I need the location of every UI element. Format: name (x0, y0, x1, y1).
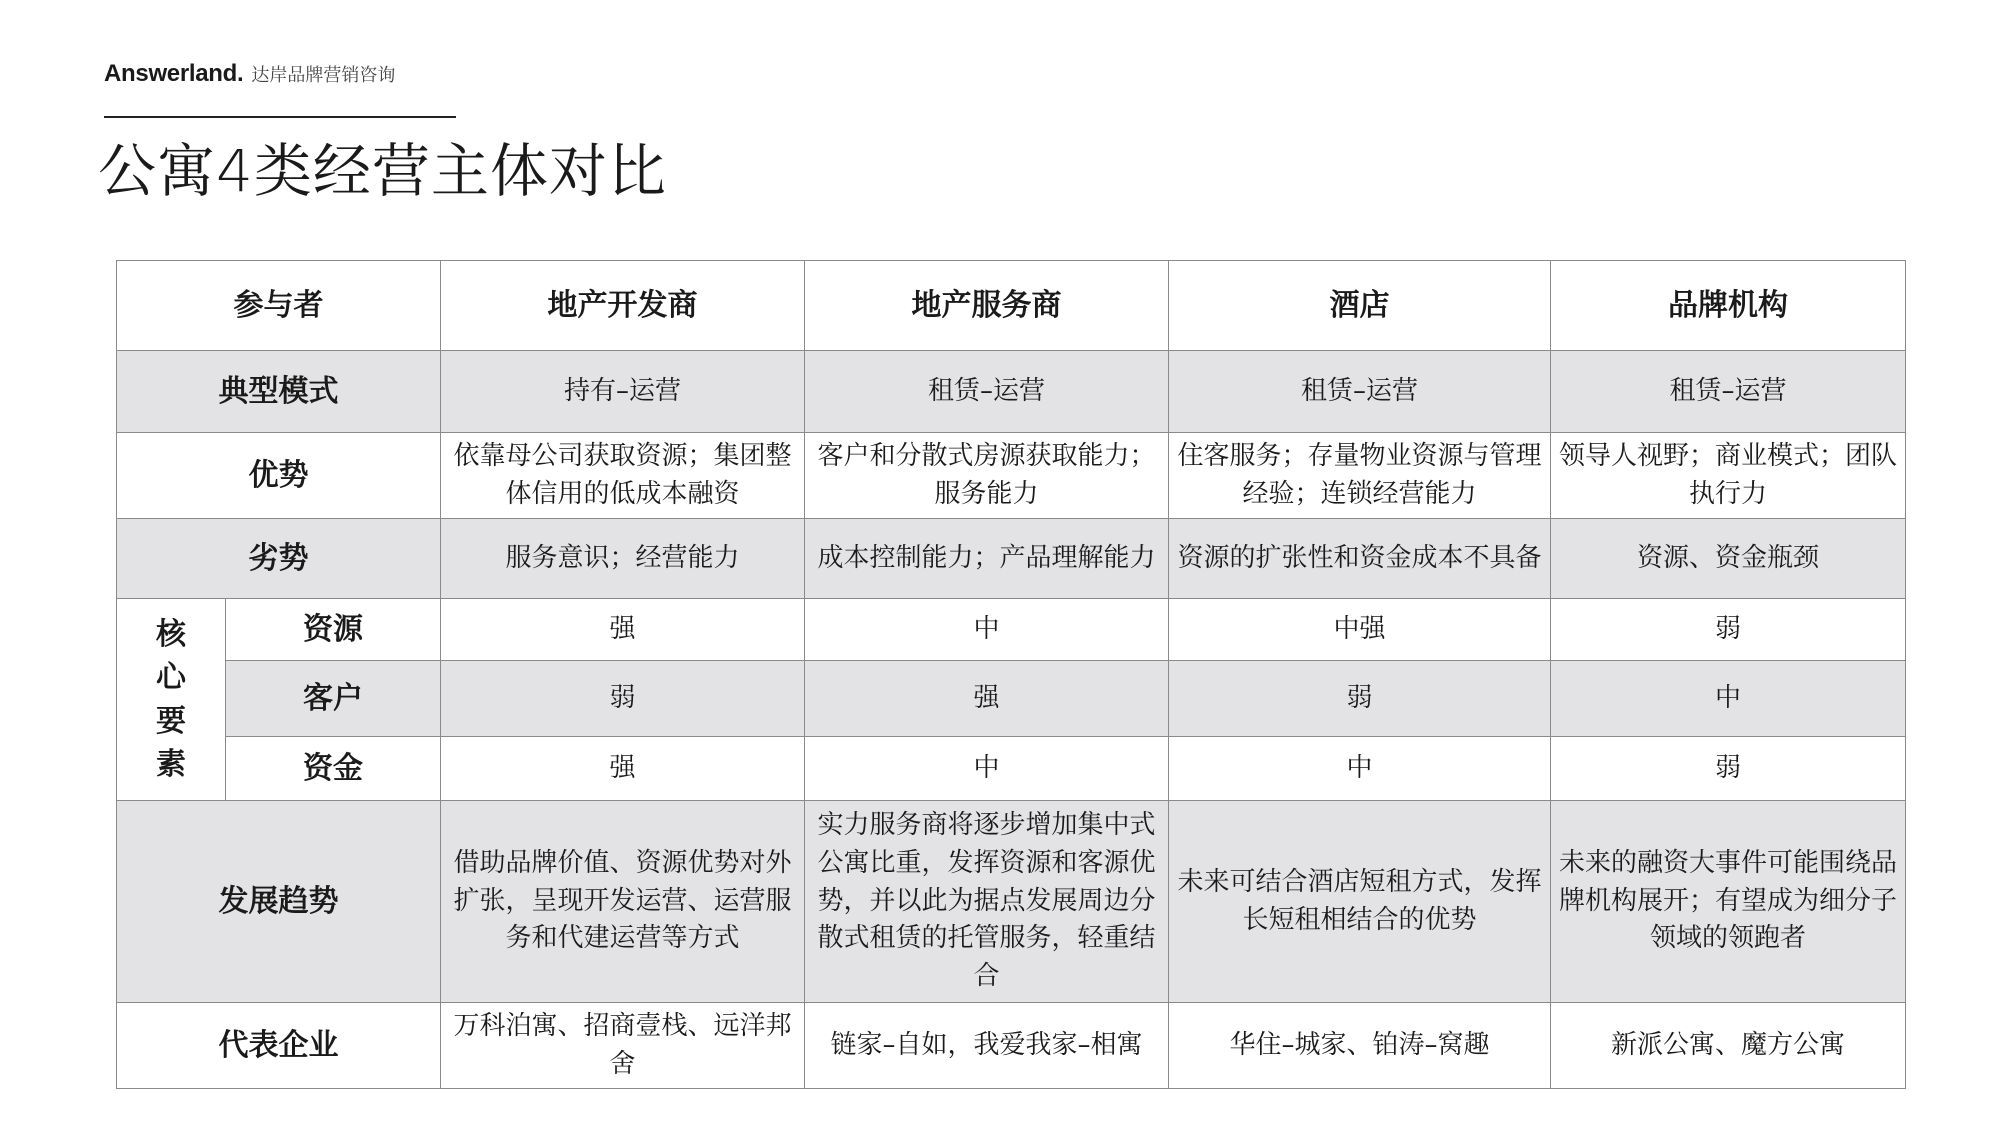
core-group-char: 心 (156, 660, 186, 695)
page-title: 公寓4类经营主体对比 (98, 137, 667, 205)
row-header: 代表企业 (117, 1003, 441, 1089)
column-header: 地产开发商 (441, 261, 805, 351)
table-cell: 未来的融资大事件可能围绕品牌机构展开；有望成为细分子领域的领跑者 (1551, 801, 1906, 1003)
table-cell: 服务意识；经营能力 (441, 519, 805, 599)
table-cell: 资源、资金瓶颈 (1551, 519, 1906, 599)
table-cell: 中 (805, 737, 1169, 801)
table-cell: 租赁–运营 (1169, 351, 1551, 433)
table-cell: 租赁–运营 (805, 351, 1169, 433)
table-cell: 中 (805, 599, 1169, 661)
table-cell: 万科泊寓、招商壹栈、远洋邦舍 (441, 1003, 805, 1089)
table-cell: 客户和分散式房源获取能力；服务能力 (805, 433, 1169, 519)
table-cell: 租赁–运营 (1551, 351, 1906, 433)
table-cell: 依靠母公司获取资源；集团整体信用的低成本融资 (441, 433, 805, 519)
row-header: 发展趋势 (117, 801, 441, 1003)
core-elements-group-label (117, 599, 226, 801)
table-row-capital (117, 737, 1906, 801)
column-header: 酒店 (1169, 261, 1551, 351)
table-cell: 成本控制能力；产品理解能力 (805, 519, 1169, 599)
row-header: 典型模式 (117, 351, 441, 433)
table-cell: 强 (441, 599, 805, 661)
brand-name: Answerland. (104, 60, 244, 87)
core-group-char: 素 (156, 747, 186, 782)
column-header: 品牌机构 (1551, 261, 1906, 351)
brand-subtitle: 达岸品牌营销咨询 (251, 65, 396, 86)
table-cell: 住客服务；存量物业资源与管理经验；连锁经营能力 (1169, 433, 1551, 519)
table-row-advantage (117, 433, 1906, 519)
table-cell: 中 (1551, 661, 1906, 737)
table-cell: 中 (1169, 737, 1551, 801)
table-cell: 实力服务商将逐步增加集中式公寓比重，发挥资源和客源优势，并以此为据点发展周边分散式租赁的托管服务，轻重结合 (805, 801, 1169, 1003)
table-cell: 华住–城家、铂涛–窝趣 (1169, 1003, 1551, 1089)
table-cell: 领导人视野；商业模式；团队执行力 (1551, 433, 1906, 519)
header-corner: 参与者 (117, 261, 441, 351)
table-cell: 强 (441, 737, 805, 801)
table-row-representative (117, 1003, 1906, 1089)
table-cell: 弱 (441, 661, 805, 737)
table-row-model (117, 351, 1906, 433)
table-cell: 弱 (1551, 599, 1906, 661)
row-header: 资源 (226, 599, 441, 661)
core-group-char: 要 (156, 703, 186, 739)
title-divider (104, 116, 456, 118)
table-cell: 借助品牌价值、资源优势对外扩张，呈现开发运营、运营服务和代建运营等方式 (441, 801, 805, 1003)
comparison-table (116, 260, 1906, 1089)
brand-logo (104, 60, 395, 88)
table-cell: 链家–自如，我爱我家–相寓 (805, 1003, 1169, 1089)
table-row-trend (117, 801, 1906, 1003)
table-cell: 弱 (1169, 661, 1551, 737)
table-cell: 弱 (1551, 737, 1906, 801)
row-header: 优势 (117, 433, 441, 519)
table-cell: 资源的扩张性和资金成本不具备 (1169, 519, 1551, 599)
row-header: 客户 (226, 661, 441, 737)
table-row-disadvantage (117, 519, 1906, 599)
core-group-char: 核 (156, 616, 186, 652)
table-cell: 中强 (1169, 599, 1551, 661)
table-header-row (117, 261, 1906, 351)
table-cell: 未来可结合酒店短租方式，发挥长短租相结合的优势 (1169, 801, 1551, 1003)
column-header: 地产服务商 (805, 261, 1169, 351)
table-cell: 强 (805, 661, 1169, 737)
table-cell: 新派公寓、魔方公寓 (1551, 1003, 1906, 1089)
table-row-customer (117, 661, 1906, 737)
table-cell: 持有–运营 (441, 351, 805, 433)
table-row-resource (117, 599, 1906, 661)
row-header: 劣势 (117, 519, 441, 599)
row-header: 资金 (226, 737, 441, 801)
